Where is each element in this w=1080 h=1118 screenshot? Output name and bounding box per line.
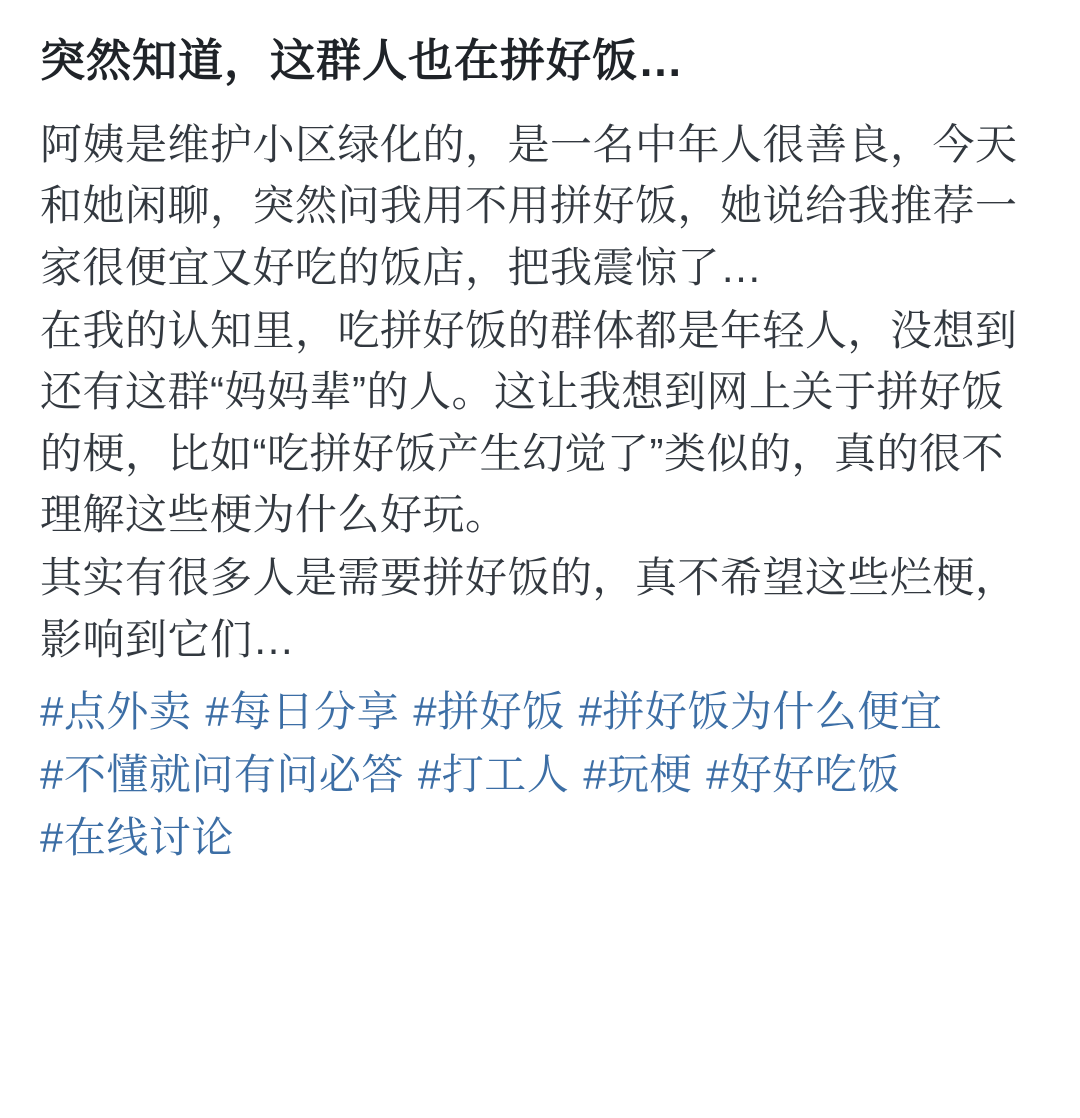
hashtag-link[interactable]: #拼好饭 [413, 687, 565, 735]
hashtag-link[interactable]: #玩梗 [583, 750, 693, 798]
hashtag-link[interactable]: #在线讨论 [40, 813, 234, 861]
hashtag-link[interactable]: #拼好饭为什么便宜 [578, 687, 943, 735]
hashtag-link[interactable]: #好好吃饭 [706, 750, 900, 798]
post-title: 突然知道，这群人也在拼好饭… [40, 35, 685, 86]
post-paragraph: 在我的认知里，吃拼好饭的群体都是年轻人，没想到还有这群“妈妈辈”的人。这让我想到网上关于拼好饭的梗，比如“吃拼好饭产生幻觉了”类似的，真的很不理解这些梗为什么好玩。 [40, 307, 1018, 538]
hashtag-link[interactable]: #每日分享 [205, 687, 400, 735]
post-paragraph: 其实有很多人是需要拼好饭的，真不希望这些烂梗，影响到它们… [40, 554, 1018, 663]
hashtag-link[interactable]: #点外卖 [40, 687, 192, 735]
hashtag-list [40, 680, 1040, 869]
post-body [40, 114, 1040, 670]
post-paragraph: 阿姨是维护小区绿化的，是一名中年人很善良，今天和她闲聊，突然问我用不用拼好饭，她说给我推荐一家很便宜又好吃的饭店，把我震惊了… [40, 121, 1018, 291]
hashtag-link[interactable]: #打工人 [417, 750, 570, 798]
hashtag-link[interactable]: #不懂就问有问必答 [40, 750, 404, 798]
